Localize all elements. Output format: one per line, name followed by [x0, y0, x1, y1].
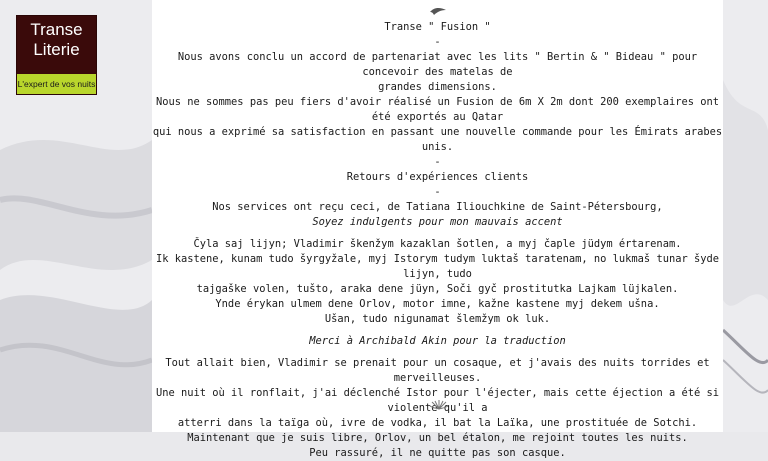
- paragraph-line: grandes dimensions.: [378, 81, 497, 93]
- separator-dash: -: [434, 36, 441, 48]
- foreign-line: Ynde érykan ulmem dene Orlov, motor imne, kažne kastene myj dekem ušna.: [215, 298, 660, 310]
- testimonial-intro-italic: Soyez indulgents pour mon mauvais accent: [312, 216, 563, 228]
- brand-name-line2: Literie: [33, 40, 80, 59]
- content-panel: [152, 0, 723, 459]
- brand-tagline: L'expert de vos nuits: [17, 74, 96, 94]
- article-title: Transe " Fusion ": [384, 21, 491, 33]
- feather-ornament-icon: [428, 6, 448, 16]
- brand-name-line1: Transe: [30, 20, 83, 39]
- foreign-line: Čyla saj lijyn; Vladimir škenžym kazaklan šotlen, a myj čaple jüdym értarenam.: [193, 238, 682, 250]
- translation-credit: Merci à Archibald Akin pour la traduction: [309, 335, 566, 347]
- paragraph-line: Nous avons conclu un accord de partenariat avec les lits " Bertin & " Bideau " pour concevoir des matelas de: [177, 51, 698, 78]
- section-title: Retours d'expériences clients: [346, 171, 529, 183]
- translation-line: Maintenant que je suis libre, Orlov, un bel étalon, me rejoint toutes les nuits.: [187, 432, 688, 444]
- separator-dash: -: [434, 186, 441, 198]
- translation-line: atterri dans la taïga où, ivre de vodka, il bat la Laïka, une prostituée de Sotchi.: [177, 417, 698, 429]
- translation-line: Peu rassuré, il ne quitte pas son casque.: [309, 447, 566, 459]
- foreign-line: Ušan, tudo nigunamat šlemžym ok luk.: [324, 313, 551, 325]
- article: [152, 20, 723, 461]
- paragraph-line: qui nous a exprimé sa satisfaction en passant une nouvelle commande pour les Émirats arabes unis.: [152, 126, 723, 153]
- separator-dash: -: [434, 156, 441, 168]
- brand-logo[interactable]: [16, 15, 97, 95]
- paragraph-line: Nous ne sommes pas peu fiers d'avoir réalisé un Fusion de 6m X 2m dont 200 exemplaires ont été exportés au Qatar: [155, 96, 719, 123]
- translation-line: Une nuit où il ronflait, j'ai déclenché Istor pour l'éjecter, mais cette éjection a été si violente qu'il a: [155, 387, 719, 414]
- translation-line: Tout allait bien, Vladimir se prenait pour un cosaque, et j'avais des nuits torrides et merveilleuses.: [165, 357, 710, 384]
- flourish-ornament-icon: [428, 400, 450, 410]
- testimonial-intro: Nos services ont reçu ceci, de Tatiana Iliouchkine de Saint-Pétersbourg,: [212, 201, 663, 213]
- foreign-line: tajgaške volen, tušto, araka dene jüyn, Soči gyč prostitutka Lajkam lüjkalen.: [196, 283, 679, 295]
- foreign-line: Ik kastene, kunam tudo šyrgyžale, myj Istorym tudym luktaš taratenam, no lukmaš tunar šyde lijyn, tudo: [155, 253, 719, 280]
